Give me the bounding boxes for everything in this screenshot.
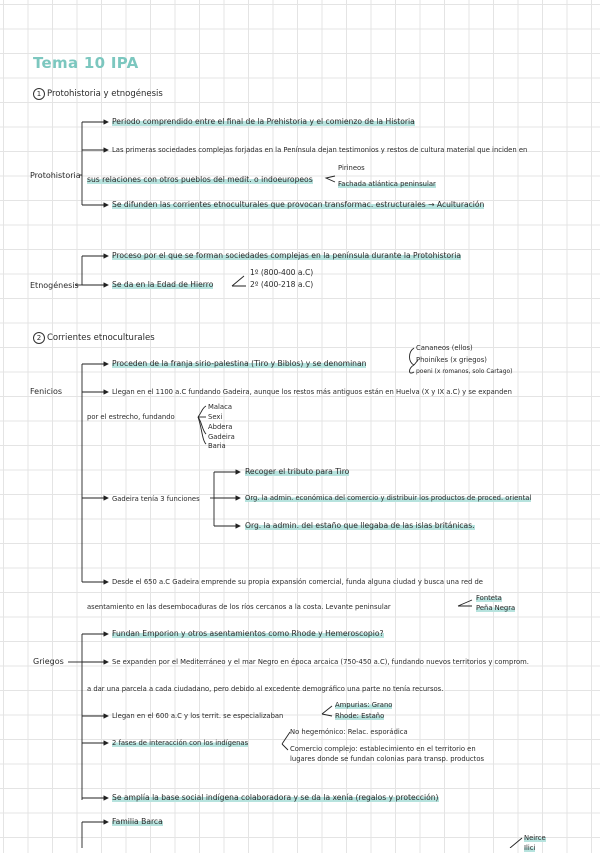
bullet-600ac: Llegan en el 600 a.C y los territ. se especializaban: [112, 712, 284, 720]
phase-no-hegemonico: No hegemónico: Relac. esporádica: [290, 728, 408, 736]
section-2-heading: [33, 332, 155, 344]
bullet-emporion: Fundan Emporion y otros asentamientos como Rhode y Hemeroscopio?: [112, 629, 384, 638]
region-pirineos: Pirineos: [338, 164, 365, 172]
phase-comercio-b: lugares donde se fundan colonias para transp. productos: [290, 755, 485, 763]
name-cananeos: Cananeos (ellos): [416, 344, 473, 352]
bullet-corrientes: Se difunden las corrientes etnoculturales que provocan transformac. estructurales → Aculturación: [112, 200, 485, 209]
bullet-fases: 2 fases de interacción con los indígenas: [112, 739, 249, 747]
section-title: Corrientes etnoculturales: [47, 333, 155, 343]
bullet-xenia: Se amplía la base social indígena colaboradora y se da la xenía (regalos y protección): [112, 793, 439, 802]
bullet-relaciones: sus relaciones con otros pueblos del medit. o indoeuropeos: [87, 175, 313, 184]
phase-comercio-a: Comercio complejo: establecimiento en el territorio en: [290, 745, 476, 753]
city-sexi: Sexi: [208, 413, 223, 421]
bullet-edad-hierro: Se da en la Edad de Hierro: [112, 280, 214, 289]
city-gadeira: Gadeira: [208, 433, 235, 441]
function-tributo: Recoger el tributo para Tiro: [245, 467, 350, 476]
phase-1: 1º (800-400 a.C): [250, 268, 314, 277]
label-fenicios: Fenicios: [30, 387, 63, 396]
city-abdera: Abdera: [208, 423, 233, 431]
name-poeni: poeni (x romanos, solo Cartago): [416, 368, 513, 375]
bullet-proceso: Proceso por el que se forman sociedades complejas en la península durante la Protohistoria: [112, 251, 462, 260]
section-number: 1: [33, 88, 45, 100]
bullet-familia-barca: Familia Barca: [112, 817, 163, 826]
city-baria: Baria: [208, 442, 226, 450]
section-1-heading: [33, 88, 163, 100]
bullet-expansion: Desde el 650 a.C Gadeira emprende su propia expansión comercial, funda alguna ciudad y busca una red de: [112, 578, 483, 586]
bullet-mediterraneo: Se expanden por el Mediterráneo y el mar Negro en época arcaica (750-450 a.C), fundando nuevos territorios y comprom.: [112, 658, 529, 666]
region-atlantica: Fachada atlántica peninsular: [338, 180, 436, 188]
label-griegos: Griegos: [33, 657, 64, 666]
city-neirce: Neirce: [524, 834, 546, 842]
city-ilici: Ilici: [524, 844, 536, 852]
function-comercio: Org. la admin. económica del comercio y distribuir los productos de proced. oriental: [245, 494, 532, 502]
site-pena-negra: Peña Negra: [476, 604, 516, 612]
bullet-sociedades: Las primeras sociedades complejas forjadas en la Península dejan testimonios y restos de cultura material que inciden en: [112, 146, 528, 154]
bullet-proceden: Proceden de la franja sirio-palestina (Tiro y Biblos) y se denominan: [112, 359, 367, 368]
function-estano: Org. la admin. del estaño que llegaba de las islas británicas.: [245, 521, 475, 530]
section-title: Protohistoria y etnogénesis: [47, 89, 163, 99]
city-malaca: Malaca: [208, 403, 232, 411]
bullet-gadeira-funciones: Gadeira tenía 3 funciones: [112, 495, 200, 503]
page-title: Tema 10 IPA: [33, 54, 139, 72]
bullet-periodo: Periodo comprendido entre el final de la Prehistoria y el comienzo de la Historia: [112, 117, 415, 126]
bullet-estrecho: por el estrecho, fundando: [87, 413, 175, 421]
bullet-parcela: a dar una parcela a cada ciudadano, pero debido al excedente demográfico una parte no tenía recursos.: [87, 685, 444, 693]
label-protohistoria: Protohistoria: [30, 171, 81, 180]
spec-ampurias: Ampurias: Grano: [335, 701, 393, 709]
bullet-asentamiento: asentamiento en las desembocaduras de los ríos cercanos a la costa. Levante peninsular: [87, 603, 391, 611]
label-etnogenesis: Etnogénesis: [30, 281, 79, 290]
phase-2: 2º (400-218 a.C): [250, 280, 314, 289]
site-fonteta: Fonteta: [476, 594, 502, 602]
bullet-llegan: Llegan en el 1100 a.C fundando Gadeira, aunque los restos más antiguos están en Huelva (X y IX a.C) y se expanden: [112, 388, 512, 396]
name-phoinikes: Phoiníkes (x griegos): [416, 356, 487, 364]
section-number: 2: [33, 332, 45, 344]
spec-rhode: Rhode: Estaño: [335, 712, 385, 720]
